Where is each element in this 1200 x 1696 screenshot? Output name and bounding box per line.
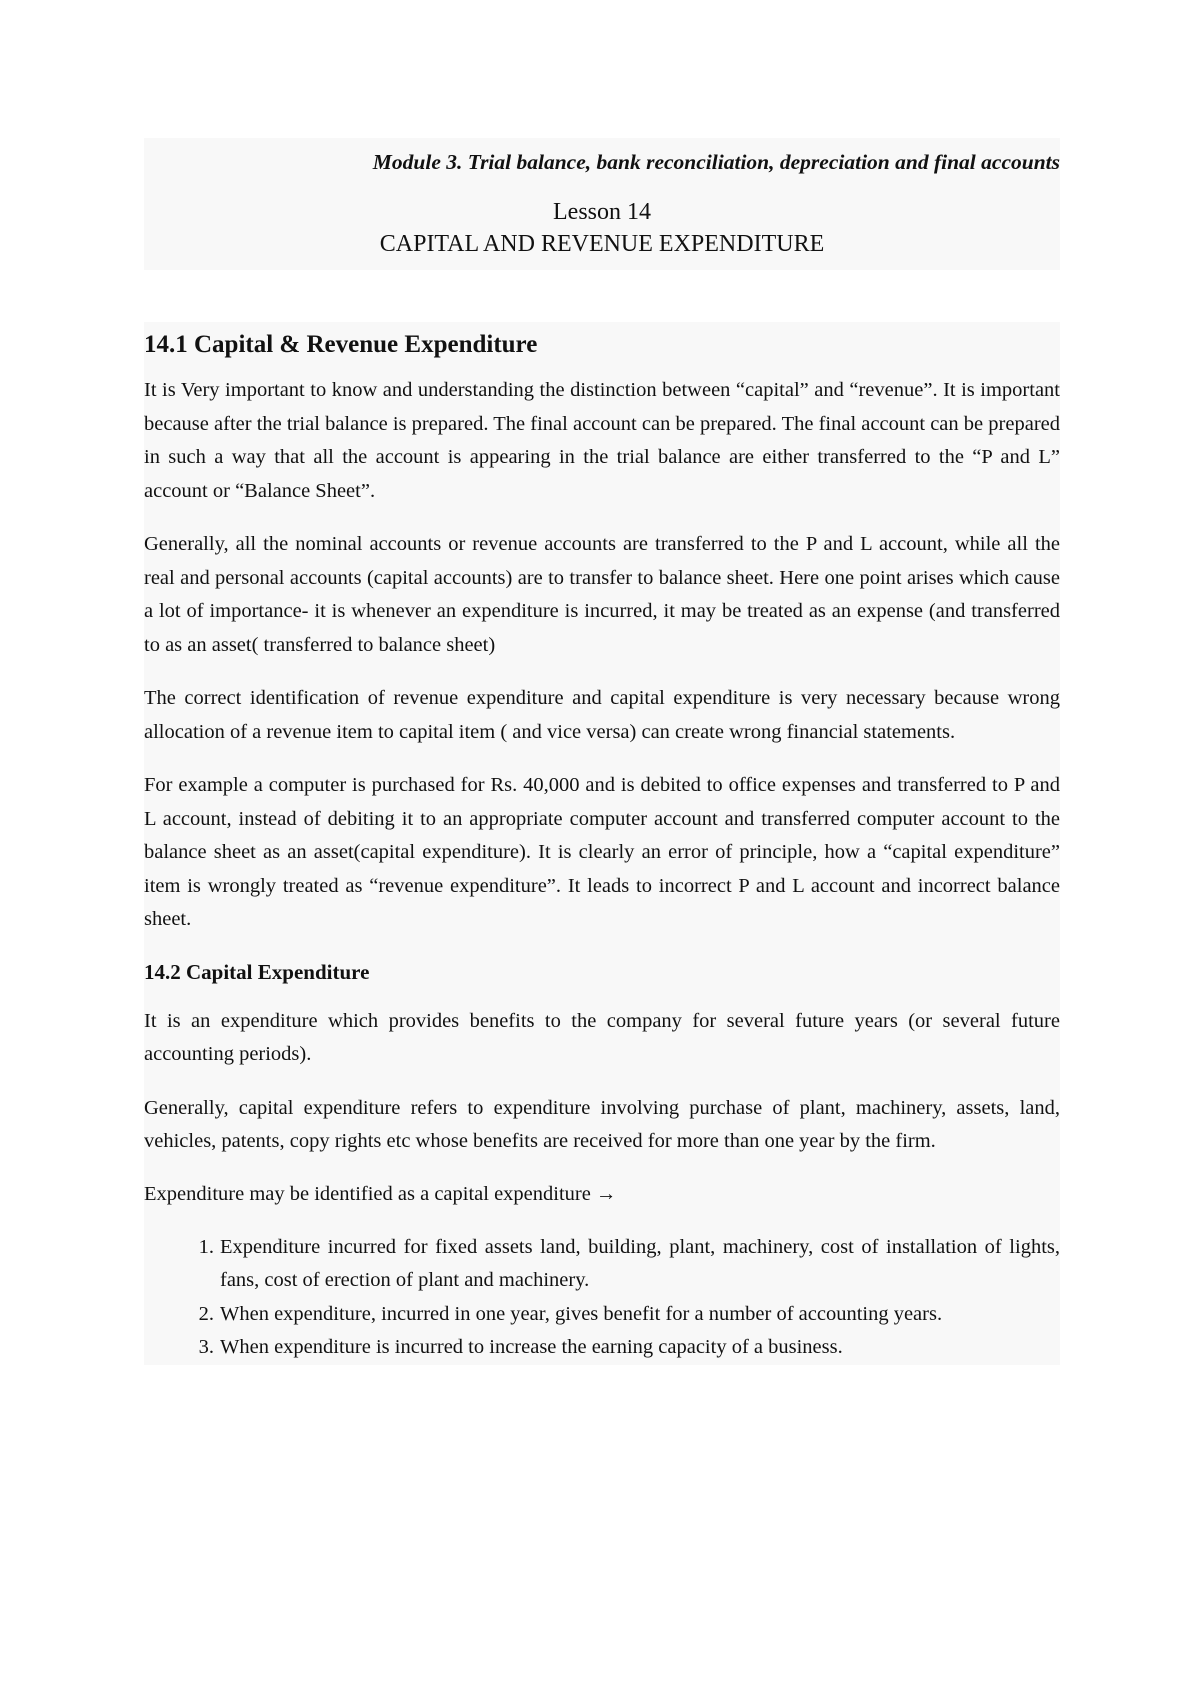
list-item-number: 3. <box>198 1336 214 1358</box>
section-14-1 <box>144 322 1060 1365</box>
list-item-text: Expenditure incurred for fixed assets land, building, plant, machinery, cost of installation of lights, fans, cost of erection of plant and machinery. <box>220 1235 1060 1291</box>
list-item <box>144 1331 1060 1365</box>
list-item <box>144 1231 1060 1298</box>
paragraph: Generally, capital expenditure refers to expenditure involving purchase of plant, machinery, assets, land, vehicles, patents, copy rights etc whose benefits are received for more than one year by the firm. <box>144 1096 1060 1152</box>
paragraph: It is an expenditure which provides benefits to the company for several future years (or several future accounting periods). <box>144 1009 1060 1065</box>
spacer <box>144 270 1060 322</box>
section-subheading: 14.2 Capital Expenditure <box>144 959 370 984</box>
list-item-number: 1. <box>198 1235 214 1258</box>
list-item-text: When expenditure, incurred in one year, gives benefit for a number of accounting years. <box>220 1302 943 1325</box>
paragraph: It is Very important to know and understanding the distinction between “capital” and “revenue”. It is important because after the trial balance is prepared. The final account can be prepared. The final account can be prepared in such a way that all the account is appearing in the trial balance are either transferred to the “P and L” account or “Balance Sheet”. <box>144 379 1060 502</box>
lesson-title: CAPITAL AND REVENUE EXPENDITURE <box>379 231 825 257</box>
list-item <box>144 1298 1060 1332</box>
page-content <box>144 138 1060 1365</box>
list-item-number: 2. <box>198 1302 214 1325</box>
lesson-title-block <box>144 184 1060 270</box>
list-intro: Expenditure may be identified as a capital expenditure → <box>144 1182 617 1205</box>
paragraph: The correct identification of revenue expenditure and capital expenditure is very necessary because wrong allocation of a revenue item to capital item ( and vice versa) can create wrong financial statements. <box>144 687 1060 743</box>
lesson-number: Lesson 14 <box>553 199 651 225</box>
paragraph: For example a computer is purchased for Rs. 40,000 and is debited to office expenses and transferred to P and L account, instead of debiting it to an appropriate computer account and transferred computer account to the balance sheet as an asset(capital expenditure). It is clearly an error of principle, how a “capital expenditure” item is wrongly treated as “revenue expenditure”. It leads to incorrect P and L account and incorrect balance sheet. <box>144 774 1060 930</box>
module-header: Module 3. Trial balance, bank reconciliation, depreciation and final accounts <box>144 138 1060 184</box>
list-item-text: When expenditure is incurred to increase the earning capacity of a business. <box>220 1336 843 1358</box>
capital-expenditure-list <box>144 1231 1060 1365</box>
section-heading: 14.1 Capital & Revenue Expenditure <box>144 331 538 358</box>
paragraph: Generally, all the nominal accounts or revenue accounts are transferred to the P and L account, while all the real and personal accounts (capital accounts) are to transfer to balance sheet. Here one point arises which cause a lot of importance- it is whenever an expenditure is incurred, it may be treated as an expense (and transferred to as an asset( transferred to balance sheet) <box>144 533 1060 656</box>
